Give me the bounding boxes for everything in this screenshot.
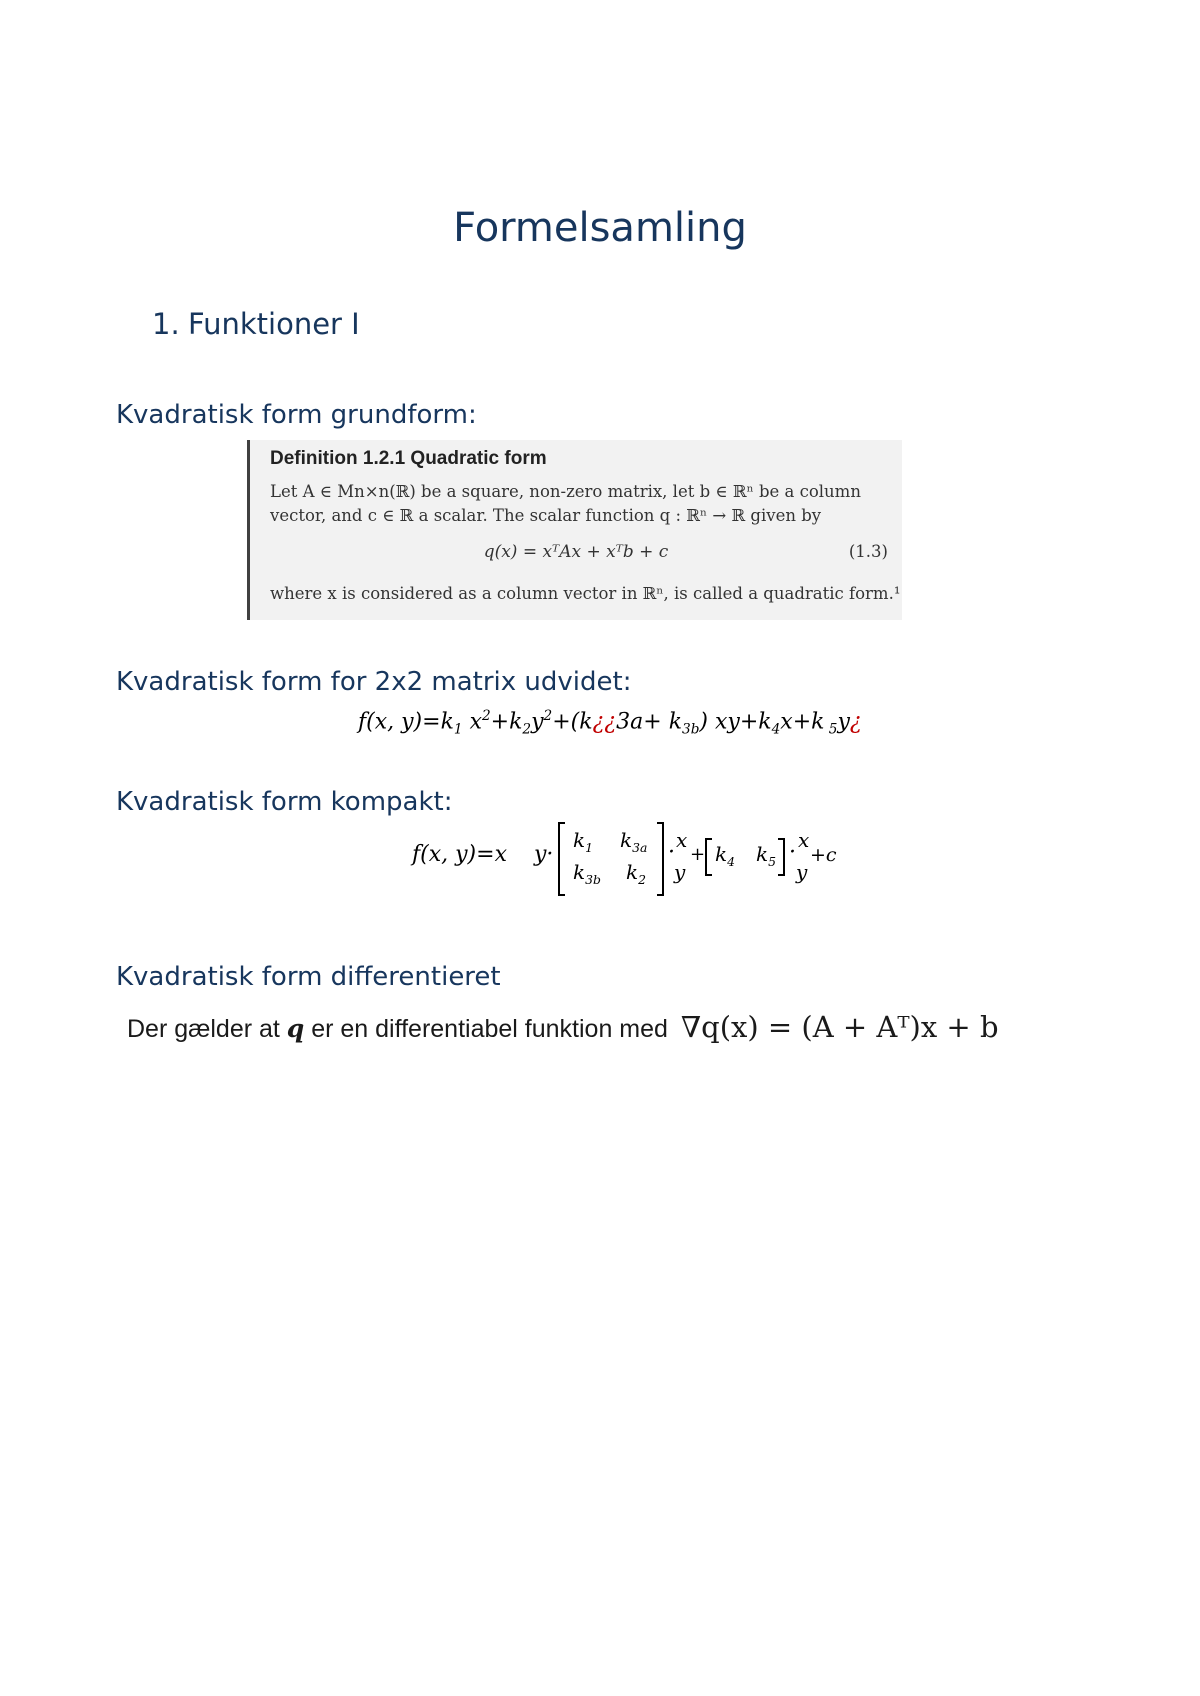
section-number: 1. <box>152 307 180 341</box>
section-heading <box>152 307 360 341</box>
definition-title: Definition 1.2.1 Quadratic form <box>270 448 547 469</box>
document-title: Formelsamling <box>453 205 747 251</box>
definition-line-3: where x is considered as a column vector in ℝⁿ, is called a quadratic form.¹ <box>270 584 901 603</box>
equation-number: (1.3) <box>848 542 888 561</box>
heading-udvidet: Kvadratisk form for 2x2 matrix udvidet: <box>116 667 632 697</box>
matrix-cell-12: $k_{3a}$ <box>620 828 648 855</box>
heading-grundform: Kvadratisk form grundform: <box>116 400 477 430</box>
matrix-right-bracket <box>657 822 664 896</box>
matrix-cell-21: $k_{3b}$ <box>573 860 601 887</box>
matrix-cell-11: $k_1$ <box>573 828 594 855</box>
formula-expanded: f(x, $y)=k_1$ $x^2+k_2y^2+(k¿¿3a+ k_{3b})$ $xy+k_4x+k$ $_5$y¿ <box>358 708 862 738</box>
definition-box <box>247 440 902 620</box>
heading-differentieret: Kvadratisk form differentieret <box>116 962 501 992</box>
matrix-left-bracket <box>558 822 565 896</box>
vector-y: y <box>674 860 686 884</box>
gradient-formula: ∇q(x) = (A + Aᵀ)x + b <box>680 1010 999 1044</box>
encoding-error-glyph: ¿¿ <box>592 709 617 735</box>
vector-y-2: y <box>796 860 808 884</box>
heading-kompakt: Kvadratisk form kompakt: <box>116 787 453 817</box>
rowvector-right-bracket <box>778 838 785 876</box>
definition-line-2: vector, and c ∈ ℝ a scalar. The scalar function q : ℝⁿ → ℝ given by <box>270 506 822 525</box>
definition-line-1: Let A ∈ Mn×n(ℝ) be a square, non-zero matrix, let b ∈ ℝⁿ be a column <box>270 482 861 501</box>
differentiation-statement: Der gælder at q er en differentiabel funktion med ∇q(x) = (A + Aᵀ)x + b <box>127 1010 999 1044</box>
encoding-error-glyph: ¿ <box>849 709 862 735</box>
inline-q: q <box>286 1014 305 1043</box>
definition-equation: q(x) = xᵀAx + xᵀb + c <box>483 542 669 562</box>
vector-x: x <box>676 828 688 852</box>
rowvector-k4: $k_4$ <box>715 842 736 869</box>
rowvector-k5: $k_5$ <box>756 842 777 869</box>
rowvector-left-bracket <box>705 838 712 876</box>
matrix-cell-22: $k_2$ <box>626 860 647 887</box>
vector-x-2: x <box>798 828 810 852</box>
section-label: Funktioner I <box>188 307 360 341</box>
